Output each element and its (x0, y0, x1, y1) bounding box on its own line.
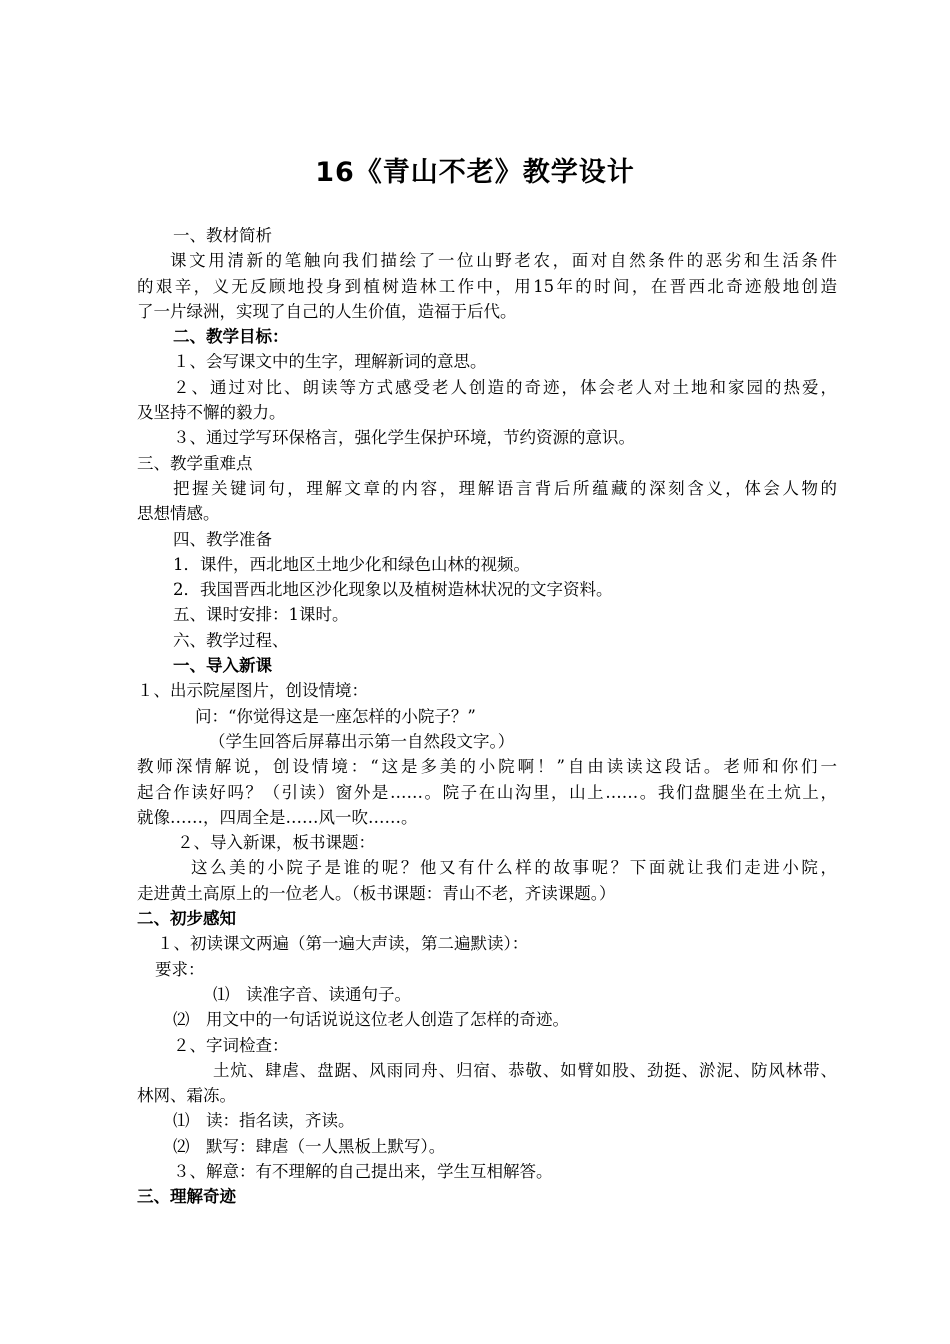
section-heading-understand-miracle: 三、理解奇迹 (137, 1187, 236, 1207)
section-heading-initial-perception: 二、初步感知 (137, 909, 236, 929)
list-item: ⑵ 用文中的一句话说说这位老人创造了怎样的奇迹。 (173, 1010, 569, 1030)
paragraph-line: 这么美的小院子是谁的呢？他又有什么样的故事呢？下面就让我们走进小院， (191, 858, 837, 878)
list-item: １、会写课文中的生字，理解新词的意思。 (173, 352, 487, 372)
paragraph-line: 起合作读好吗？（引读）窗外是……。院子在山沟里，山上……。我们盘腿坐在土炕上， (137, 782, 837, 802)
list-item-continued: 及坚持不懈的毅力。 (137, 403, 286, 423)
document-body (137, 223, 837, 1210)
list-item: 2．我国晋西北地区沙化现象以及植树造林状况的文字资料。 (173, 580, 613, 600)
list-item: 1．课件，西北地区土地少化和绿色山林的视频。 (173, 554, 530, 574)
paragraph-line: 了一片绿洲，实现了自己的人生价值，造福于后代。 (137, 301, 517, 321)
note-line: （学生回答后屏幕出示第一自然段文字。） (209, 731, 515, 751)
paragraph-line: 走进黄土高原上的一位老人。（板书课题：青山不老，齐读课题。） (137, 883, 616, 903)
paragraph-line: 的艰辛，义无反顾地投身到植树造林工作中，用15年的时间，在晋西北奇迹般地创造 (137, 276, 837, 296)
list-item: １、初读课文两遍（第一遍大声读，第二遍默读）： (157, 934, 529, 954)
section-heading-schedule: 五、课时安排：1课时。 (173, 605, 349, 625)
list-item: ⑴ 读准字音、读通句子。 (213, 984, 411, 1004)
paragraph-line: 思想情感。 (137, 504, 220, 524)
section-heading-key-points: 三、教学重难点 (137, 453, 253, 473)
list-item: ３、解意：有不理解的自己提出来，学生互相解答。 (173, 1161, 553, 1181)
question-line: 问：“你觉得这是一座怎样的小院子？” (195, 706, 476, 726)
section-heading-introduction: 一、导入新课 (173, 656, 272, 676)
section-heading-teaching-goals: 二、教学目标： (173, 327, 289, 347)
paragraph-line: 把握关键词句，理解文章的内容，理解语言背后所蕴藏的深刻含义，体会人物的 (173, 478, 837, 498)
paragraph-line: 课文用清新的笔触向我们描绘了一位山野老农，面对自然条件的恶劣和生活条件 (170, 251, 837, 271)
requirement-label: 要求： (155, 959, 205, 979)
list-item: ３、通过学写环保格言，强化学生保护环境，节约资源的意识。 (173, 428, 635, 448)
section-heading-process: 六、教学过程、 (173, 630, 289, 650)
vocabulary-line: 林网、霜冻。 (137, 1086, 236, 1106)
paragraph-line: 就像……，四周全是……风一吹……。 (137, 807, 418, 827)
list-item: ２、字词检查： (173, 1035, 289, 1055)
list-item: ２、通过对比、朗读等方式感受老人创造的奇迹，体会老人对土地和家园的热爱， (173, 377, 837, 397)
list-item: ２、导入新课，板书课题： (177, 833, 375, 853)
list-item: ⑴ 读：指名读，齐读。 (173, 1111, 355, 1131)
document-title: 16《青山不老》教学设计 (315, 157, 635, 188)
paragraph-line: 教师深情解说，创设情境：“这是多美的小院啊！”自由读读这段话。老师和你们一 (137, 757, 837, 777)
section-heading-textbook-analysis: 一、教材简析 (173, 226, 272, 245)
section-heading-preparation: 四、教学准备 (173, 529, 272, 549)
list-item: ⑵ 默写：肆虐（一人黑板上默写）。 (173, 1136, 446, 1156)
list-item: １、出示院屋图片，创设情境： (137, 681, 368, 701)
vocabulary-line: 土炕、肆虐、盘踞、风雨同舟、归宿、恭敬、如臂如股、劲挺、淤泥、防风林带、 (213, 1060, 837, 1080)
